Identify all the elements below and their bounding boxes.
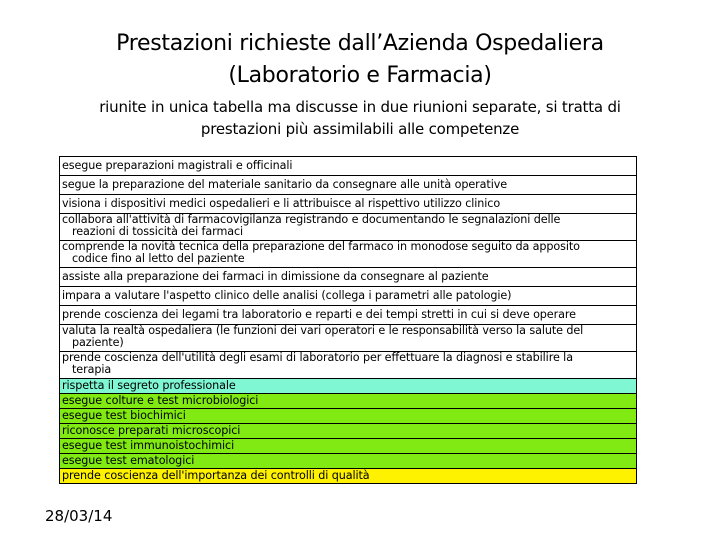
slide-date: 28/03/14 [45,507,113,525]
cell-text: esegue preparazioni magistrali e officinali [62,159,293,172]
cell-text: impara a valutare l'aspetto clinico delle analisi (collega i parametri alle patologie) [62,289,512,302]
cell-text: comprende la novità tecnica della preparazione del farmaco in monodose seguito da apposito [62,240,580,253]
table-row [60,214,637,241]
table-row [60,379,637,394]
cell-text: esegue colture e test microbiologici [62,394,259,407]
table-row [60,469,637,484]
table-cell [60,352,637,379]
cell-text: esegue test immunoistochimici [62,439,235,452]
cell-text: collabora all'attività di farmacovigilanza registrando e documentando le segnalazioni delle [62,213,561,226]
cell-text: prende coscienza dell'importanza dei controlli di qualità [62,469,370,482]
cell-text: rispetta il segreto professionale [62,379,236,392]
cell-text-continuation: codice fino al letto del paziente [72,252,245,265]
table-row [60,325,637,352]
cell-text: prende coscienza dell'utilità degli esami di laboratorio per effettuare la diagnosi e stabilire la [62,351,573,364]
table-cell [60,157,637,176]
slide-subtitle-line-1: riunite in unica tabella ma discusse in due riunioni separate, si tratta di [99,98,621,116]
cell-text: esegue test biochimici [62,409,186,422]
table-row [60,439,637,454]
table-cell [60,469,637,484]
table-row [60,424,637,439]
table-row [60,352,637,379]
table-row [60,287,637,306]
table-row [60,241,637,268]
table-cell [60,409,637,424]
table-cell [60,268,637,287]
cell-text: riconosce preparati microscopici [62,424,241,437]
table-row [60,394,637,409]
table-cell [60,325,637,352]
cell-text-continuation: terapia [72,363,112,376]
cell-text: assiste alla preparazione dei farmaci in dimissione da consegnare al paziente [62,270,489,283]
table-cell [60,176,637,195]
table-row [60,306,637,325]
table-row [60,409,637,424]
slide-title [0,28,720,92]
table-cell [60,454,637,469]
table-cell [60,424,637,439]
table-row [60,176,637,195]
table-cell [60,394,637,409]
cell-text: esegue test ematologici [62,454,195,467]
cell-text-continuation: reazioni di tossicità dei farmaci [72,225,244,238]
cell-text: visiona i dispositivi medici ospedalieri e li attribuisce al rispettivo utilizzo clinico [62,197,501,210]
table-cell [60,214,637,241]
table-cell [60,379,637,394]
table-row [60,268,637,287]
cell-text: prende coscienza dei legami tra laboratorio e reparti e dei tempi stretti in cui si deve operare [62,308,576,321]
slide-subtitle [40,96,680,140]
cell-text: valuta la realtà ospedaliera (le funzioni dei vari operatori e le responsabilità verso la salute del [62,324,584,337]
services-table [59,156,637,484]
slide-title-line-1: Prestazioni richieste dall’Azienda Ospedaliera [116,31,604,56]
table-row [60,157,637,176]
slide-title-line-2: (Laboratorio e Farmacia) [228,63,492,88]
table-cell [60,439,637,454]
table-cell [60,287,637,306]
slide-subtitle-line-2: prestazioni più assimilabili alle competenze [200,120,520,138]
table-cell [60,195,637,214]
table-cell [60,241,637,268]
table-cell [60,306,637,325]
cell-text-continuation: paziente) [72,336,124,349]
table-row [60,195,637,214]
table-row [60,454,637,469]
cell-text: segue la preparazione del materiale sanitario da consegnare alle unità operative [62,178,508,191]
